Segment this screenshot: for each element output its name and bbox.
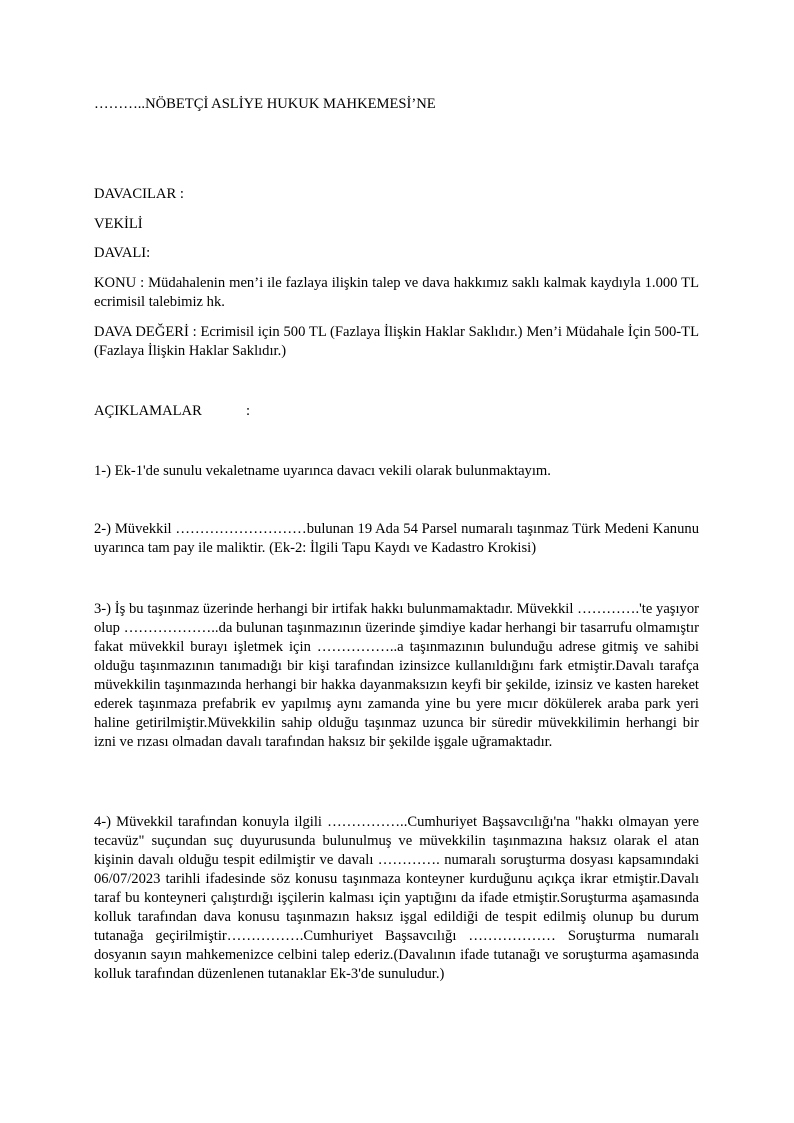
plaintiffs-label: DAVACILAR :: [94, 186, 184, 202]
attorney-label: VEKİLİ: [94, 216, 143, 232]
explanations-colon: :: [246, 403, 251, 419]
court-title: ………..NÖBETÇİ ASLİYE HUKUK MAHKEMESİ’NE: [94, 96, 436, 112]
paragraph-3: 3-) İş bu taşınmaz üzerinde herhangi bir irtifak hakkı bulunmamaktadır. Müvekkil ………….'te yaşıyor olup ………………..da bulunan taşınmazının üzerinde şimdiye kadar herhangi bir tasarrufu olmamıştır fakat müvekkil burayı işletmek için ……………..a taşınmazının bulunduğu adrese gitmiş ve sahibi olduğu taşınmazının tanımadığı bir kişi tarafından izinsizce kullanıldığını fark etmiştir.Davalı tarafça müvekkilin taşınmazında herhangi bir hakka dayanmaksızın keyfi bir şekilde, izinsiz ve kasten hareket ederek taşınmaza prefabrik ev yapılmış aynı zamanda yine bu yere mıcır dökülerek araba park yeri haline getirilmiştir.Müvekkilin sahip olduğu taşınmaz uzunca bir süredir müvekkilimin herhangi bir izni ve rızası olmadan davalı tarafından haksız bir şekilde işgale uğramaktadır.: [94, 601, 699, 750]
explanations-heading-text: AÇIKLAMALAR: [94, 403, 202, 419]
defendant-label: DAVALI:: [94, 245, 151, 261]
explanations-heading: [94, 402, 202, 421]
subject-paragraph: KONU : Müdahalenin men’i ile fazlaya ilişkin talep ve dava hakkımız saklı kalmak kaydıyla 1.000 TL ecrimisil talebimiz hk.: [94, 275, 699, 310]
paragraph-1: 1-) Ek-1'de sunulu vekaletname uyarınca davacı vekili olarak bulunmaktayım.: [94, 463, 551, 479]
claim-value-paragraph: DAVA DEĞERİ : Ecrimisil için 500 TL (Fazlaya İlişkin Haklar Saklıdır.) Men’i Müdahale İçin 500-TL (Fazlaya İlişkin Haklar Saklıdır.): [94, 324, 699, 359]
paragraph-4: 4-) Müvekkil tarafından konuyla ilgili ……………..Cumhuriyet Başsavcılığı'na "hakkı olmayan yere tecavüz" suçundan suç duyurusunda bulunulmuş ve müvekkilin taşınmazına haksız olarak el atan kişinin davalı olduğu tespit edilmiştir ve davalı …………. numaralı soruşturma dosyası kapsamındaki 06/07/2023 tarihli ifadesinde söz konusu taşınmaza konteyner kurduğunu açıkça ikrar etmiştir.Davalı taraf bu konteyneri çalıştırdığı işçilerin kalması için yaptığını da ifade etmiştir.Soruşturma aşamasında kolluk tarafından dava konusu taşınmazın haksız işgal edildiği de tespit edilmiş olunup bu durum tutanağa geçirilmiştir…………….Cumhuriyet Başsavcılığı ……………… Soruşturma numaralı dosyanın sayın mahkemenizce celbini talep ederiz.(Davalının ifade tutanağı ve soruşturma aşamasında kolluk tarafından düzenlenen tutanaklar Ek-3'de sunuludur.): [94, 814, 699, 982]
paragraph-2: 2-) Müvekkil ………………………bulunan 19 Ada 54 Parsel numaralı taşınmaz Türk Medeni Kanunu uyarınca tam pay ile maliktir. (Ek-2: İlgili Tapu Kaydı ve Kadastro Krokisi): [94, 521, 699, 556]
